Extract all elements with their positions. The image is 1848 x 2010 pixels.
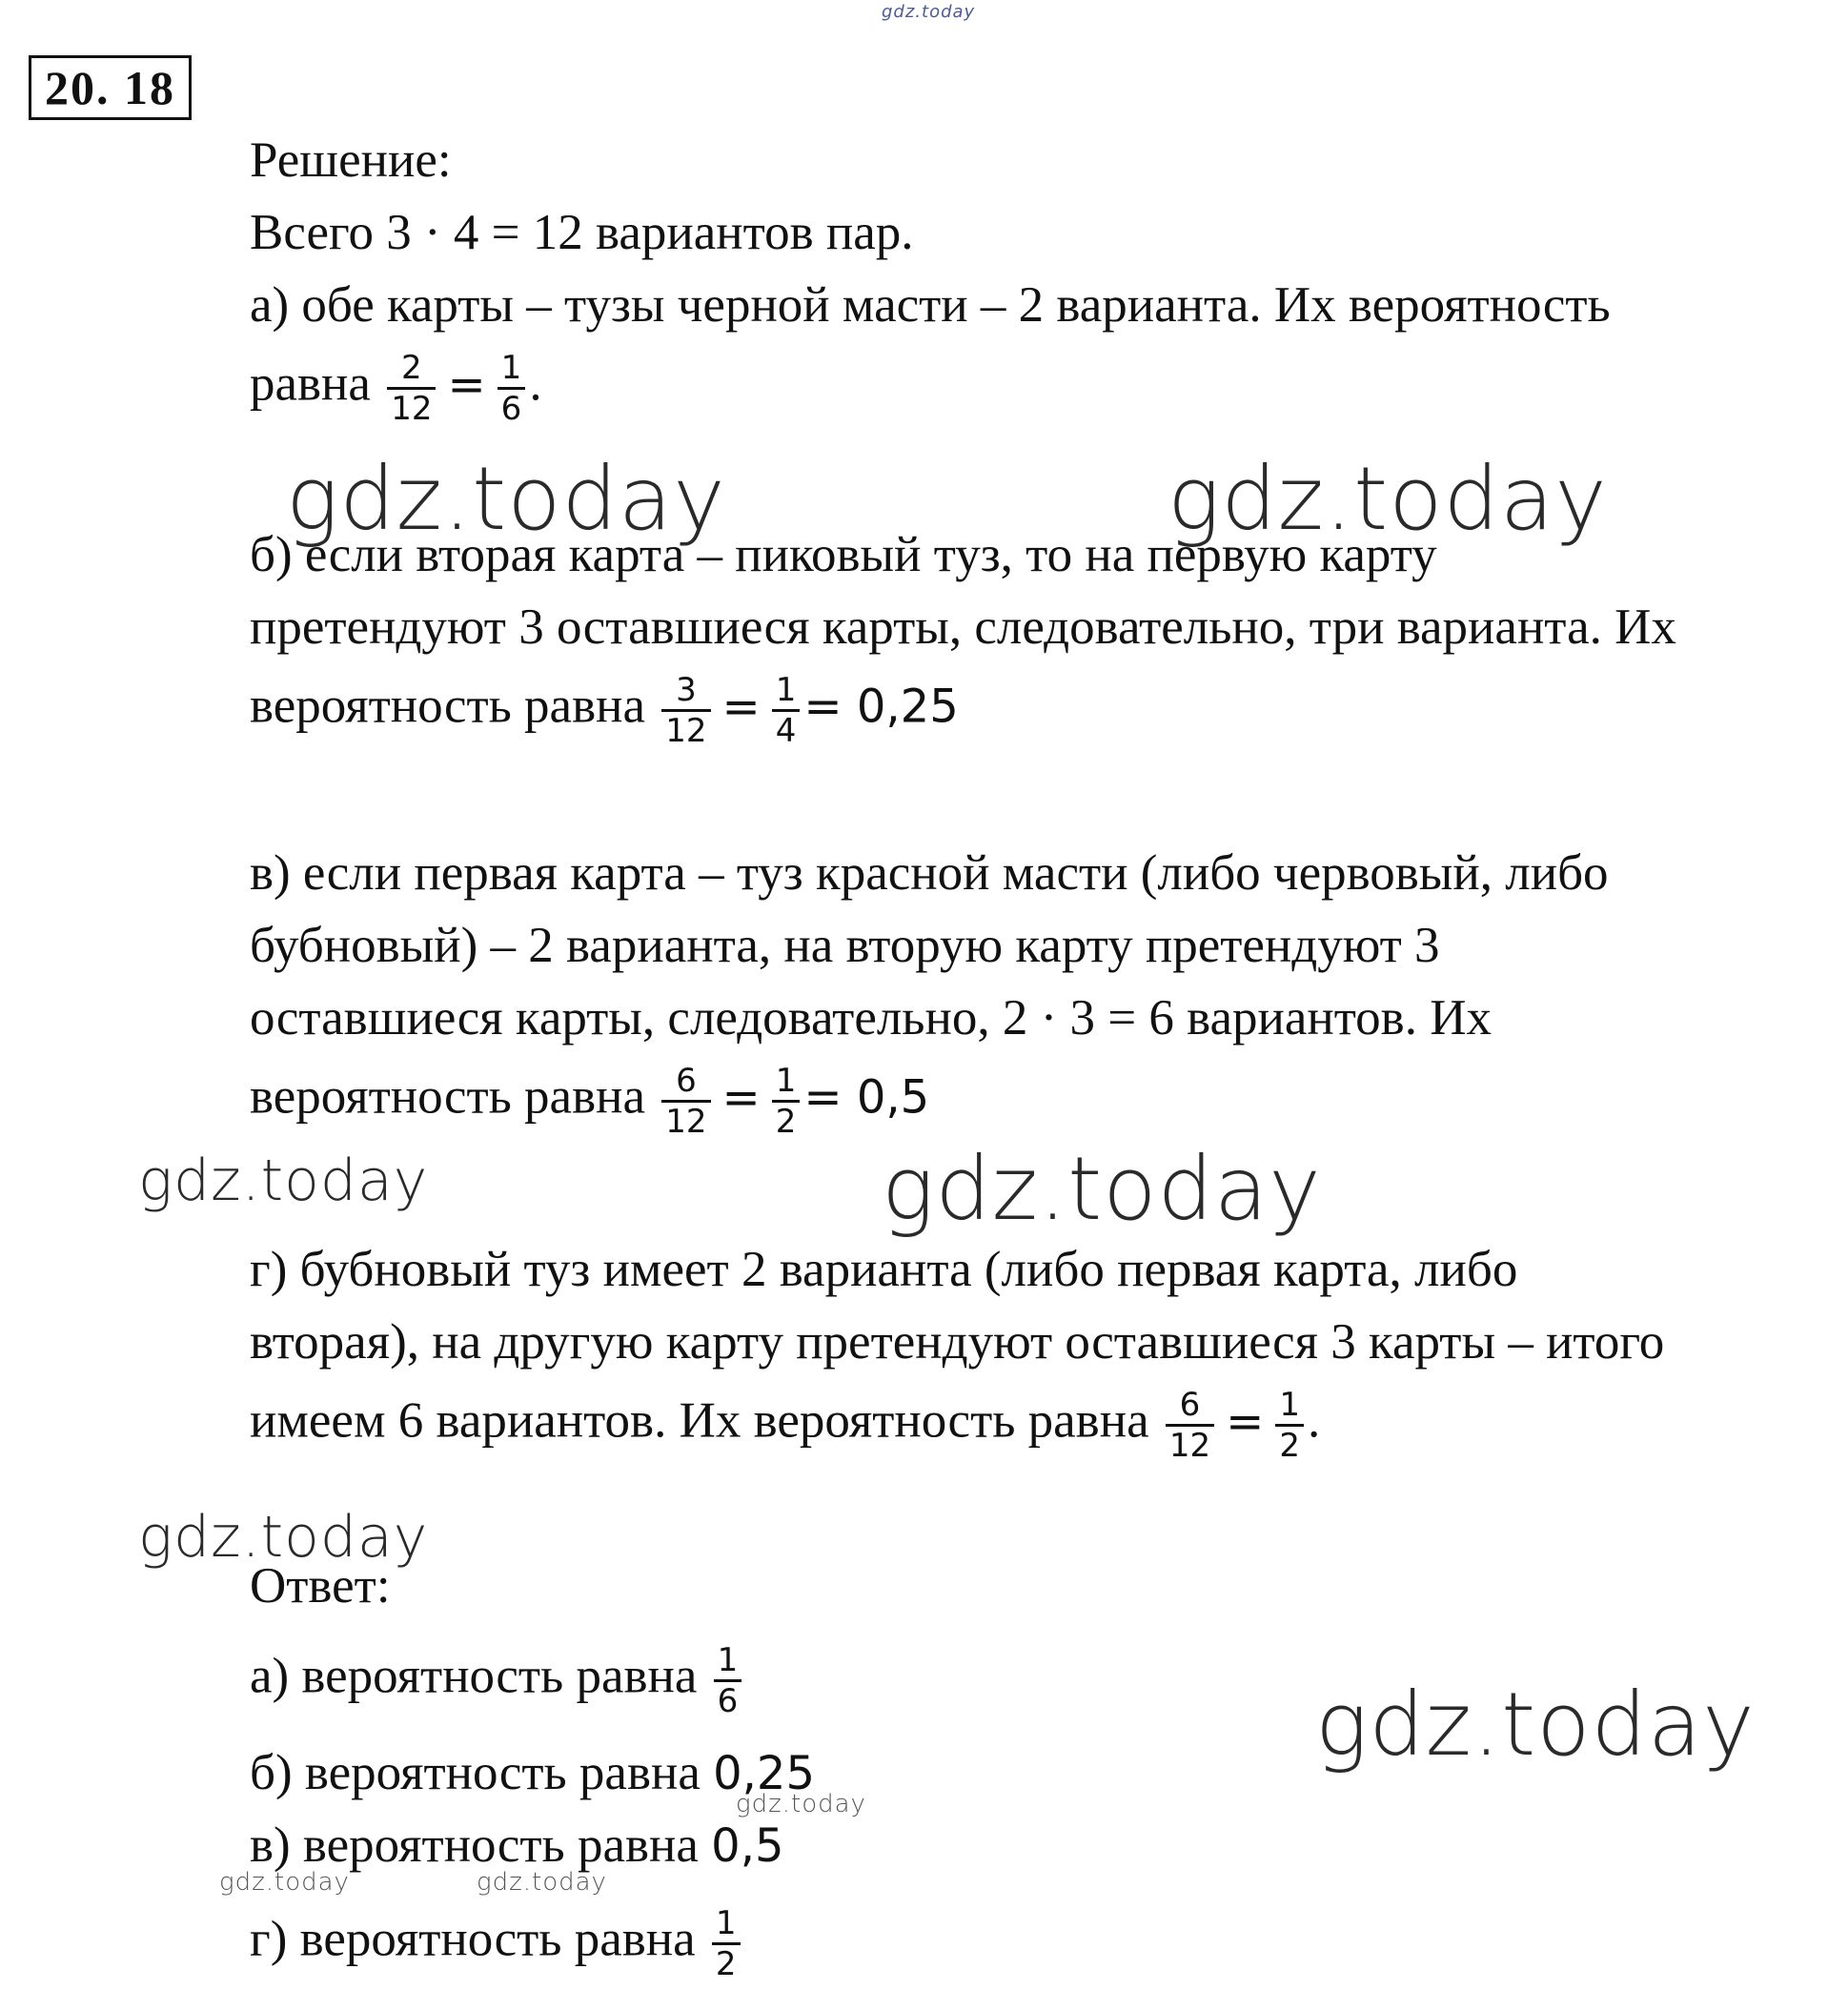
answer-b-value: 0,25 [713, 1747, 815, 1800]
answer-title: Ответ: [250, 1558, 391, 1614]
fraction-numerator: 1 [498, 349, 526, 390]
part-g-fraction-2 [1275, 1386, 1304, 1465]
fraction-numerator: 1 [1275, 1386, 1304, 1427]
part-v-prefix: вероятность равна [250, 1068, 645, 1125]
part-v-line3: оставшиеся карты, следовательно, 2 · 3 = 6 вариантов. Их [250, 990, 1492, 1046]
fraction-numerator: 1 [772, 671, 801, 712]
fraction-denominator: 2 [775, 1103, 797, 1141]
part-v-line4 [250, 1062, 929, 1141]
equals-sign: = [447, 357, 486, 412]
answer-a-prefix: а) вероятность равна [250, 1648, 698, 1704]
part-a-prefix: равна [250, 355, 371, 412]
watermark: gdz.today [477, 1868, 607, 1897]
period: . [529, 355, 542, 412]
part-a-fraction-1 [387, 349, 436, 428]
fraction-numerator: 1 [712, 1904, 741, 1945]
answer-v-prefix: в) вероятность равна [250, 1817, 699, 1873]
fraction-numerator: 3 [661, 671, 710, 712]
part-a-line2 [250, 349, 542, 428]
total-variants-line: Всего 3 · 4 = 12 вариантов пар. [250, 205, 914, 260]
answer-b-prefix: б) вероятность равна [250, 1745, 701, 1800]
fraction-numerator: 2 [387, 349, 436, 390]
part-v-fraction-2 [772, 1062, 801, 1141]
part-v-line1: в) если первая карта – туз красной масти (либо червовый, либо [250, 845, 1609, 901]
answer-g-fraction [712, 1904, 741, 1983]
equals-sign: = [721, 680, 761, 734]
part-g-line2: вторая), на другую карту претендуют оставшиеся 3 карты – итого [250, 1314, 1665, 1370]
part-a-line1: а) обе карты – тузы черной масти – 2 варианта. Их вероятность [250, 277, 1611, 333]
answer-v-value: 0,5 [711, 1819, 784, 1873]
watermark: gdz.today [736, 1790, 866, 1818]
watermark: gdz.today [1168, 448, 1608, 550]
watermark: gdz.today [219, 1868, 350, 1897]
part-b-result: = 0,25 [803, 680, 959, 734]
fraction-denominator: 12 [391, 390, 433, 428]
part-v-result: = 0,5 [803, 1070, 930, 1125]
fraction-denominator: 12 [665, 712, 707, 750]
part-b-fraction-2 [772, 671, 801, 750]
answer-a-fraction [714, 1641, 742, 1720]
part-b-fraction-1 [661, 671, 710, 750]
fraction-numerator: 6 [1166, 1386, 1214, 1427]
fraction-denominator: 12 [665, 1103, 707, 1141]
part-v-fraction-1 [661, 1062, 710, 1141]
top-watermark: gdz.today [882, 2, 976, 22]
solution-title: Решение: [250, 132, 452, 188]
fraction-denominator: 2 [715, 1945, 737, 1983]
watermark: gdz.today [286, 448, 726, 550]
watermark: gdz.today [138, 1504, 429, 1571]
answer-a [250, 1641, 745, 1720]
problem-number: 20. 18 [29, 55, 192, 120]
watermark: gdz.today [882, 1138, 1322, 1240]
part-g-prefix: имеем 6 вариантов. Их вероятность равна [250, 1392, 1149, 1449]
watermark: gdz.today [1315, 1674, 1756, 1776]
answer-g [250, 1904, 744, 1983]
fraction-denominator: 6 [500, 390, 522, 428]
equals-sign: = [1226, 1394, 1265, 1449]
part-b-line3 [250, 671, 959, 750]
part-g-line3 [250, 1386, 1320, 1465]
part-g-line1: г) бубновый туз имеет 2 варианта (либо первая карта, либо [250, 1242, 1518, 1297]
fraction-denominator: 6 [717, 1682, 739, 1720]
watermark: gdz.today [138, 1147, 429, 1214]
fraction-denominator: 4 [775, 712, 797, 750]
equals-sign: = [721, 1070, 761, 1125]
part-g-fraction-1 [1166, 1386, 1214, 1465]
part-b-line1: б) если вторая карта – пиковый туз, то на первую карту [250, 527, 1437, 582]
fraction-numerator: 1 [714, 1641, 742, 1682]
part-b-prefix: вероятность равна [250, 678, 645, 734]
answer-g-prefix: г) вероятность равна [250, 1911, 696, 1967]
fraction-numerator: 6 [661, 1062, 710, 1103]
answer-v [250, 1817, 784, 1875]
fraction-numerator: 1 [772, 1062, 801, 1103]
fraction-denominator: 2 [1279, 1427, 1300, 1465]
part-v-line2: бубновый) – 2 варианта, на вторую карту претендуют 3 [250, 918, 1440, 973]
fraction-denominator: 12 [1168, 1427, 1211, 1465]
period: . [1307, 1392, 1321, 1449]
part-b-line2: претендуют 3 оставшиеся карты, следовательно, три варианта. Их [250, 599, 1676, 655]
part-a-fraction-2 [498, 349, 526, 428]
answer-b [250, 1744, 815, 1802]
